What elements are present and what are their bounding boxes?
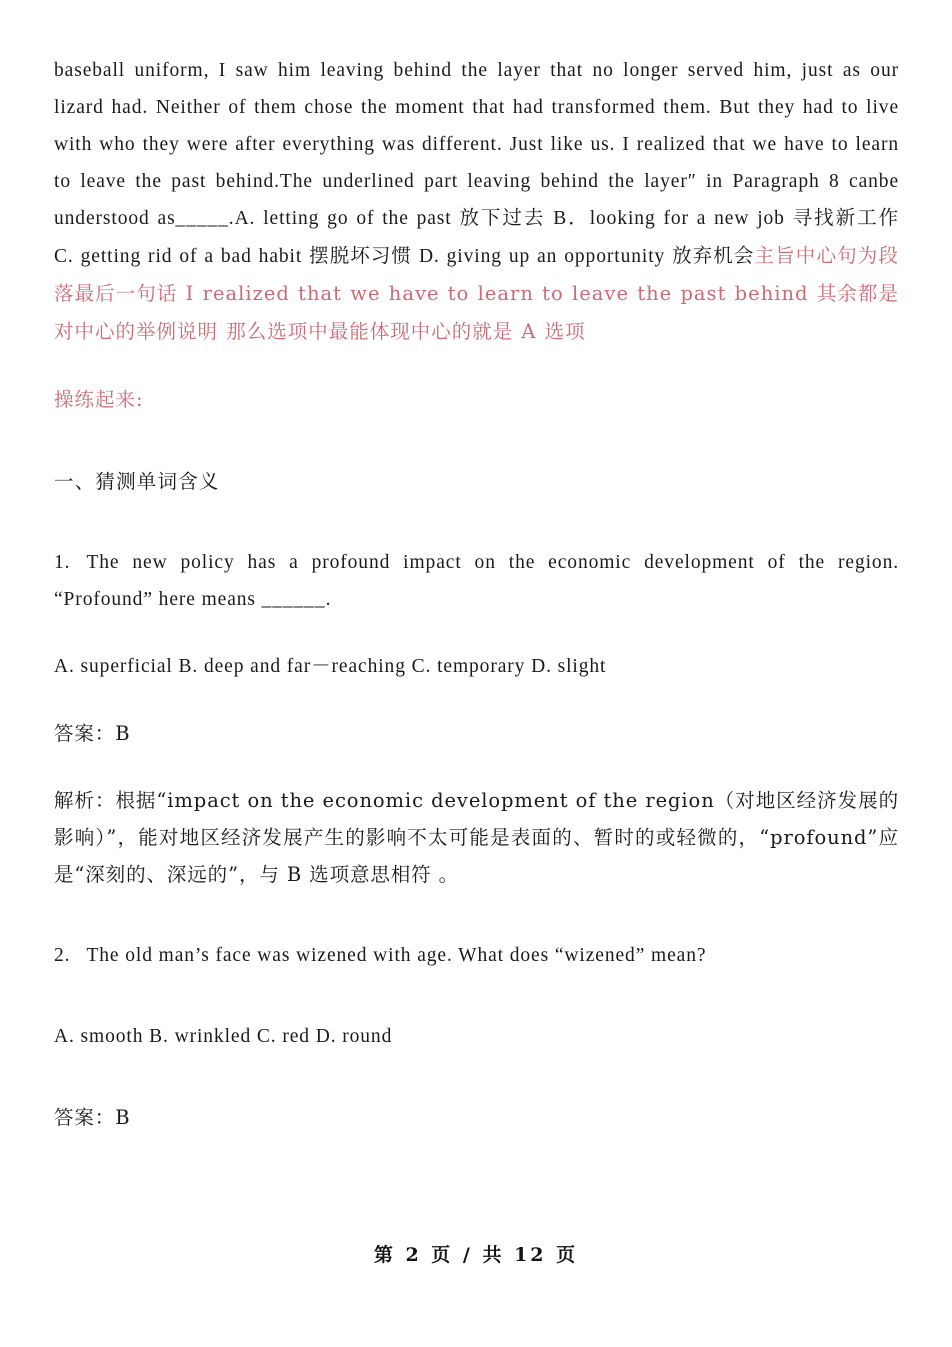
spacer	[54, 419, 899, 463]
question-1-number: 1.	[54, 552, 71, 573]
question-1-stem	[54, 544, 899, 618]
reading-passage-paragraph	[54, 52, 899, 351]
spacer	[54, 893, 899, 937]
question-2-answer: 答案：B	[54, 1106, 131, 1129]
spacer	[54, 351, 899, 381]
question-2-options: A. smooth B. wrinkled C. red D. round	[54, 1026, 393, 1047]
question-1-explanation: 解析：根据“impact on the economic development of the region（对地区经济发展的影响）”，能对地区经济发展产生的影响不太可能是表面的、暂时的或轻微的，“profound”应是“深刻的、深远的”，与 B 选项意思相符 。	[54, 789, 899, 886]
passage-black-text: baseball uniform, I saw him leaving behind the layer that no longer served him, just as our lizard had. Neither of them chose the moment that had transformed them. But they had to live with who they were after everything was different. Just like us. I realized that we have to learn to leave the past behind.The underlined part leaving behind the layer″ in Paragraph 8 canbe understood as_____.A. letting go of the past 放下过去 B．looking for a new job 寻找新工作 C. getting rid of a bad habit 摆脱坏习惯 D. giving up an opportunity 放弃机会	[54, 60, 899, 267]
question-1-text: The new policy has a profound impact on the economic development of the region. “Profound” here means ______.	[54, 552, 899, 610]
question-1-answer: 答案：B	[54, 722, 131, 745]
spacer	[54, 500, 899, 544]
question-2-stem	[54, 937, 899, 974]
practice-prompt	[54, 381, 899, 419]
spacer	[54, 752, 899, 782]
spacer	[54, 1055, 899, 1099]
practice-prompt-label: 操练起来:	[54, 388, 144, 411]
question-2-number: 2.	[54, 945, 71, 966]
question-2-text: The old man’s face was wizened with age. What does “wizened” mean?	[86, 945, 707, 966]
section-heading: 一、猜测单词含义	[54, 470, 220, 493]
spacer	[54, 685, 899, 715]
page-footer: 第 2 页 / 共 12 页	[373, 1244, 579, 1266]
spacer	[54, 618, 899, 648]
page-content	[54, 52, 899, 1136]
passage-red-commentary: 主旨中心句为段落最后一句话 I realized that we have to learn to leave the past behind 其余都是对中心的举例说明 那么选项中最能体现中心的就是 A 选项	[54, 244, 899, 343]
spacer	[54, 974, 899, 1018]
question-1-options: A. superficial B. deep and far－reaching C. temporary D. slight	[54, 656, 607, 677]
